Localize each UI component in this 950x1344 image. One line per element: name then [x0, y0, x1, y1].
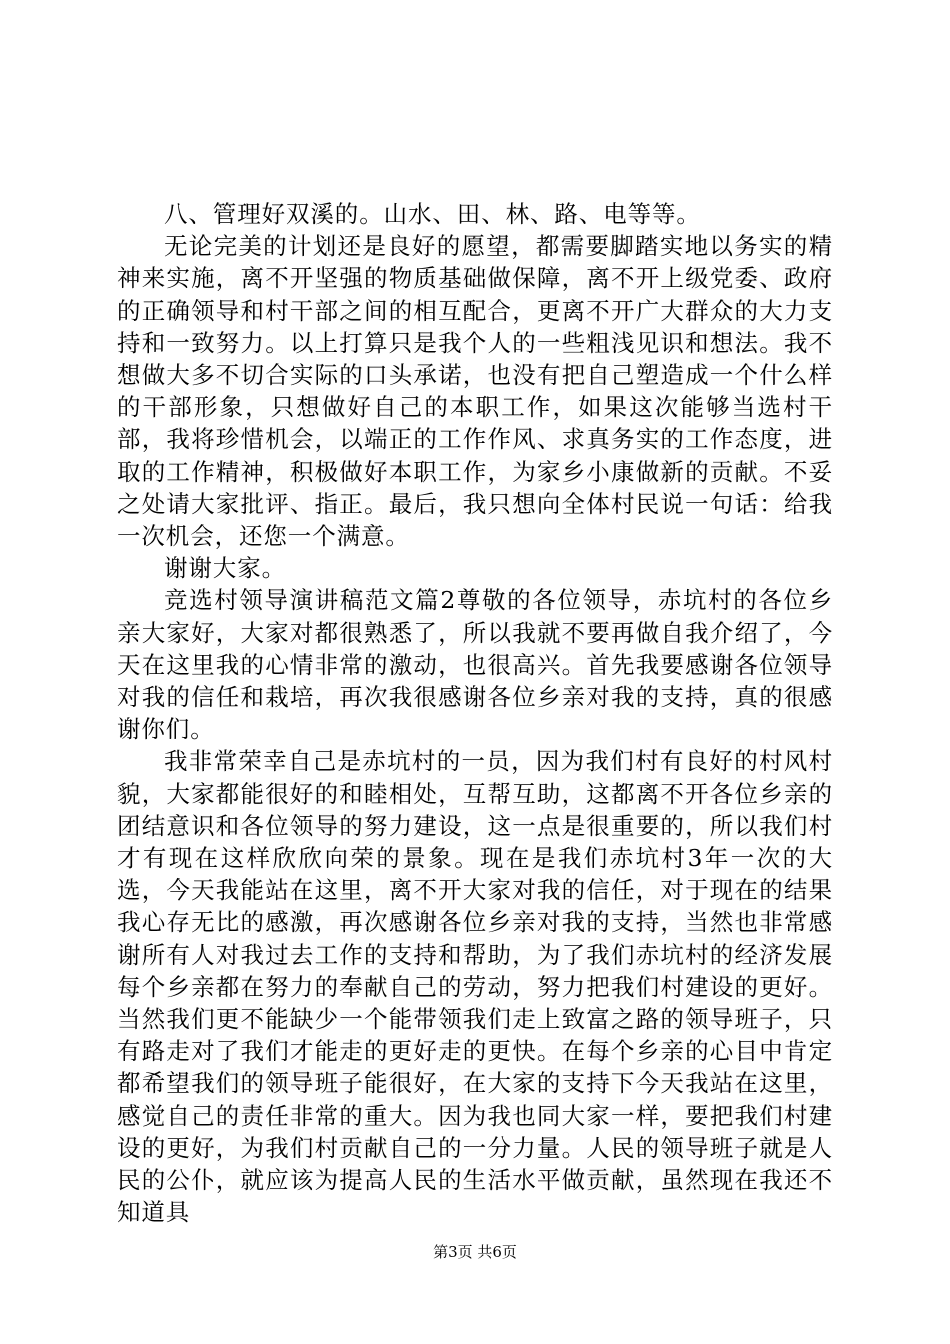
paragraph-closing-statement: 无论完美的计划还是良好的愿望，都需要脚踏实地以务实的精神来实施，离不开坚强的物质基础做保障，离不开上级党委、政府的正确领导和村干部之间的相互配合，更离不开广大群众的大力支持和一致努力。以上打算只是我个人的一些粗浅见识和想法。我不想做大多不切合实际的口头承诺，也没有把自己塑造成一个什么样的干部形象，只想做好自己的本职工作，如果这次能够当选村干部，我将珍惜机会，以端正的工作作风、求真务实的工作态度，进取的工作精神，积极做好本职工作，为家乡小康做新的贡献。不妥之处请大家批评、指正。最后，我只想向全体村民说一句话：给我一次机会，还您一个满意。: [117, 232, 833, 551]
paragraph-item-8: 八、管理好双溪的。山水、田、林、路、电等等。: [164, 200, 701, 228]
paragraph-thanks: 谢谢大家。: [164, 554, 286, 583]
document-body: [117, 198, 833, 1229]
paragraph-speech-2-opening: 竞选村领导演讲稿范文篇2尊敬的各位领导，赤坑村的各位乡亲大家好，大家对都很熟悉了，所以我就不要再做自我介绍了，今天在这里我的心情非常的激动，也很高兴。首先我要感谢各位领导对我的信任和栽培，再次我很感谢各位乡亲对我的支持，真的很感谢你们。: [117, 586, 833, 744]
paragraph-speech-2-body: 我非常荣幸自己是赤坑村的一员，因为我们村有良好的村风村貌，大家都能很好的和睦相处，互帮互助，这都离不开各位乡亲的团结意识和各位领导的努力建设，这一点是很重要的，所以我们村才有现在这样欣欣向荣的景象。现在是我们赤坑村3年一次的大选，今天我能站在这里，离不开大家对我的信任，对于现在的结果我心存无比的感激，再次感谢各位乡亲对我的支持，当然也非常感谢所有人对我过去工作的支持和帮助，为了我们赤坑村的经济发展每个乡亲都在努力的奉献自己的劳动，努力把我们村建设的更好。当然我们更不能缺少一个能带领我们走上致富之路的领导班子，只有路走对了我们才能走的更好走的更快。在每个乡亲的心目中肯定都希望我们的领导班子能很好，在大家的支持下今天我站在这里，感觉自己的责任非常的重大。因为我也同大家一样，要把我们村建设的更好，为我们村贡献自己的一分力量。人民的领导班子就是人民的公仆，就应该为提高人民的生活水平做贡献，虽然现在我还不知道具: [117, 747, 833, 1227]
page-number-footer: 第3页 共6页: [433, 1243, 517, 1261]
